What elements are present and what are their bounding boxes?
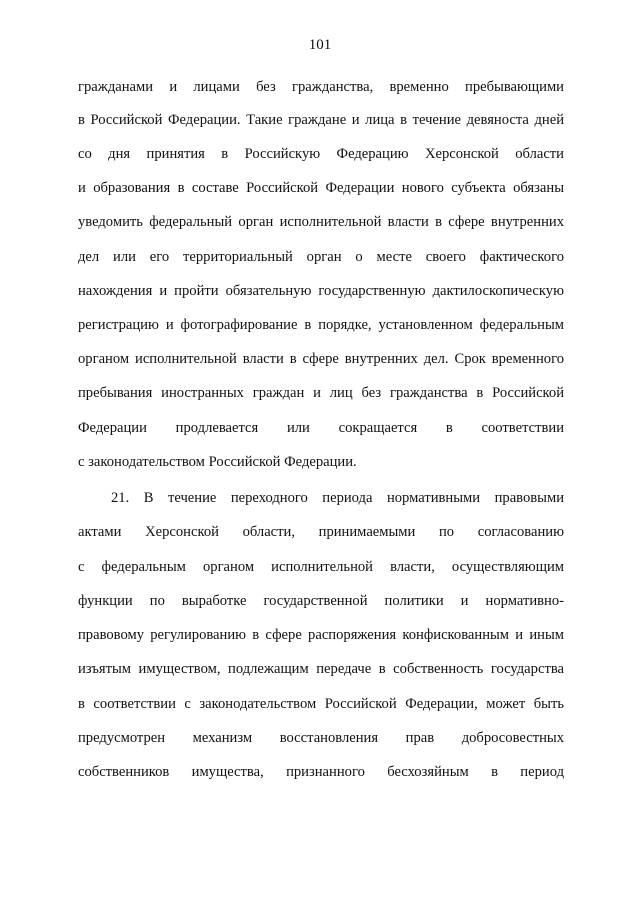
page-number: 101	[308, 37, 332, 53]
text-line: в Российской Федерации. Такие граждане и лица в течение девяноста дней	[78, 112, 564, 128]
text-line: в соответствии с законодательством Российской Федерации, может быть	[78, 696, 564, 712]
text-line: регистрацию и фотографирование в порядке, установленном федеральным	[78, 317, 564, 333]
text-line: Федерации продлевается или сокращается в соответствии	[78, 420, 564, 436]
text-line: нахождения и пройти обязательную государственную дактилоскопическую	[78, 283, 564, 299]
text-line: изъятым имуществом, подлежащим передаче в собственность государства	[78, 661, 564, 677]
text-line: пребывания иностранных граждан и лиц без гражданства в Российской	[78, 385, 564, 401]
text-line: правовому регулированию в сфере распоряжения конфискованным и иным	[78, 627, 564, 643]
text-line: собственников имущества, признанного бесхозяйным в период	[78, 764, 564, 780]
text-line: актами Херсонской области, принимаемыми по согласованию	[78, 524, 564, 540]
text-line: предусмотрен механизм восстановления прав добросовестных	[78, 730, 564, 746]
paragraph-start-line: 21. В течение переходного периода нормативными правовыми	[111, 490, 564, 506]
text-line: и образования в составе Российской Федерации нового субъекта обязаны	[78, 180, 564, 196]
text-line: органом исполнительной власти в сфере внутренних дел. Срок временного	[78, 351, 564, 367]
text-line: с законодательством Российской Федерации.	[78, 454, 357, 470]
text-line: функции по выработке государственной политики и нормативно-	[78, 593, 564, 609]
text-line: гражданами и лицами без гражданства, временно пребывающими	[78, 79, 564, 95]
text-line: дел или его территориальный орган о месте своего фактического	[78, 249, 564, 265]
text-line: с федеральным органом исполнительной власти, осуществляющим	[78, 559, 564, 575]
text-line: со дня принятия в Российскую Федерацию Херсонской области	[78, 146, 564, 162]
text-line: уведомить федеральный орган исполнительной власти в сфере внутренних	[78, 214, 564, 230]
